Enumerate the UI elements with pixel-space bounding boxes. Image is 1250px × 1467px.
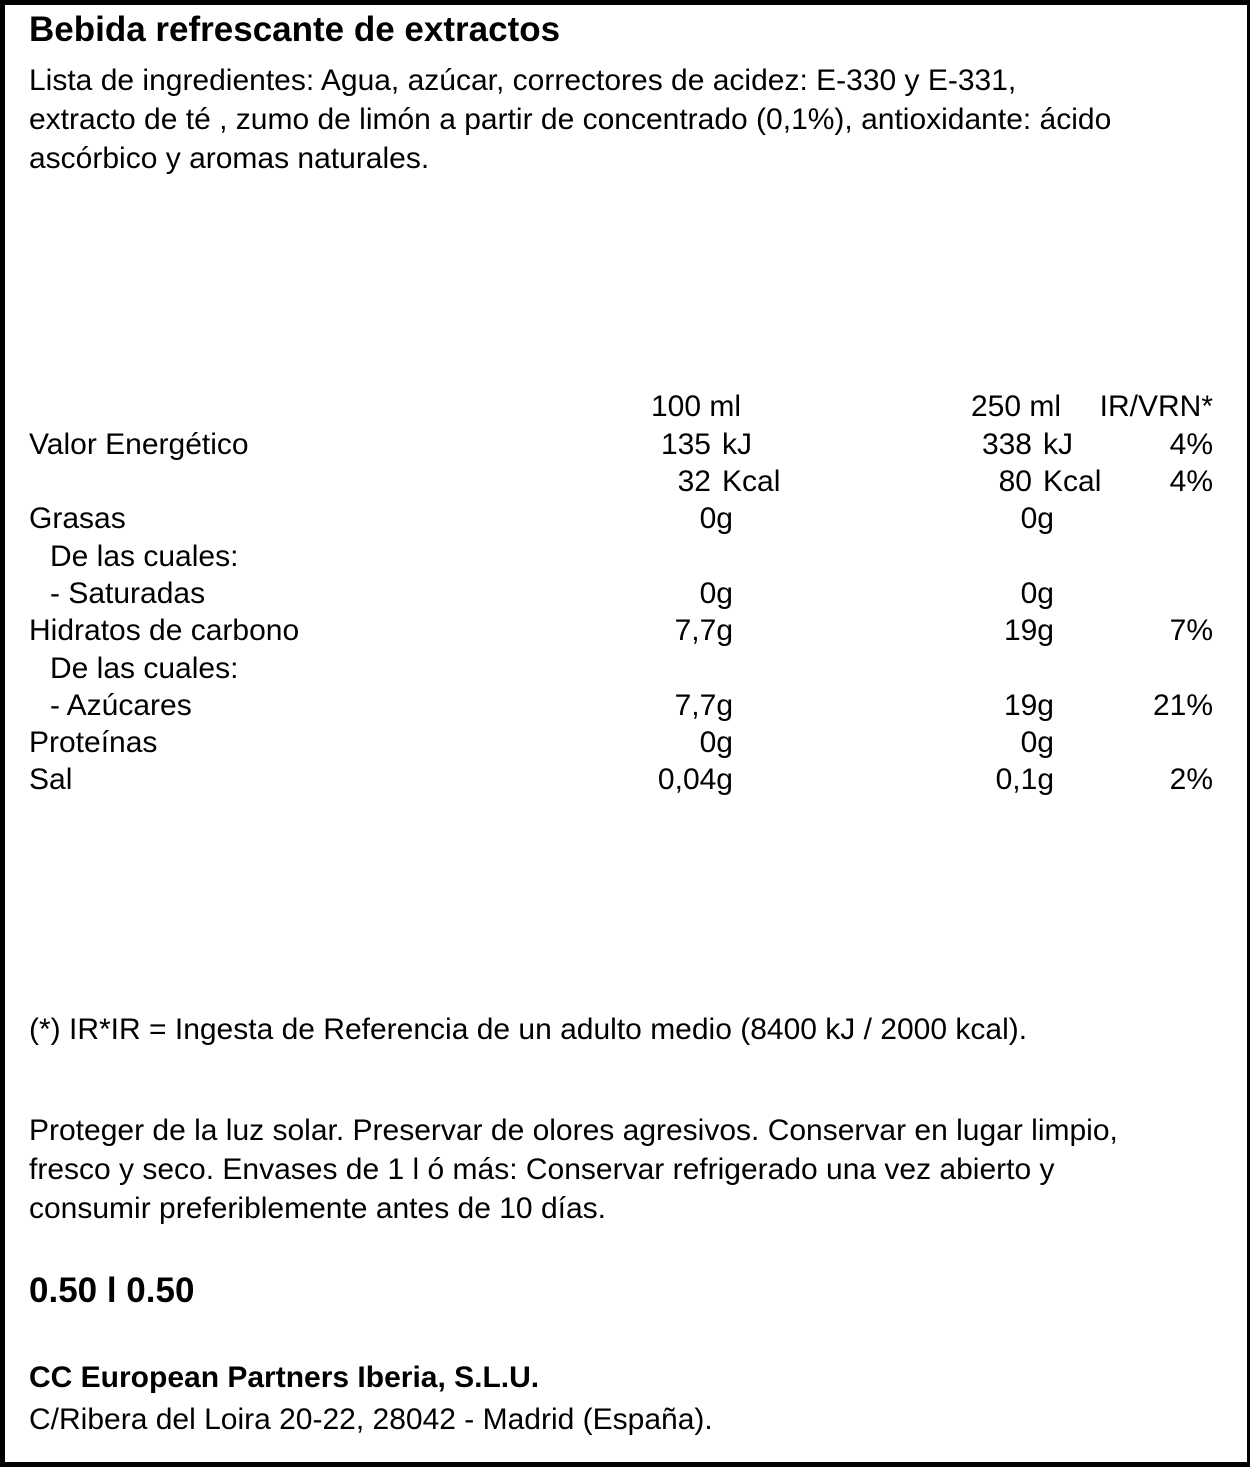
row-label-of-which: De las cuales: [50, 652, 239, 685]
ingredients-line: extracto de té , zumo de limón a partir de concentrado (0,1%), antioxidante: ácido [29, 103, 1112, 136]
row-label-carbs: Hidratos de carbono [29, 614, 300, 647]
reference-intake-footnote: (*) IR*IR = Ingesta de Referencia de un adulto medio (8400 kJ / 2000 kcal). [29, 1013, 1028, 1046]
row-label-fat: Grasas [29, 502, 126, 535]
energy-kj-ir: 4% [1169, 428, 1213, 461]
energy-kcal-250-unit: Kcal [1043, 465, 1102, 498]
energy-kcal-100: 32 [677, 465, 711, 498]
row-label-energy: Valor Energético [29, 428, 249, 461]
storage-instructions [29, 1111, 1118, 1228]
header-250ml: 250 ml [971, 390, 1062, 423]
sugars-ir: 21% [1152, 689, 1213, 722]
ingredients-list [29, 61, 1229, 178]
storage-line: fresco y seco. Envases de 1 l ó más: Conservar refrigerado una vez abierto y [29, 1153, 1055, 1186]
product-title: Bebida refrescante de extractos [29, 10, 561, 49]
energy-kj-100: 135 [660, 428, 711, 461]
salt-100: 0,04g [657, 763, 733, 796]
protein-250: 0g [1020, 726, 1054, 759]
sugars-100: 7,7g [674, 689, 733, 722]
header-ir-vrn: IR/VRN* [1099, 390, 1213, 423]
protein-100: 0g [699, 726, 733, 759]
ingredients-line: ascórbico y aromas naturales. [29, 142, 430, 175]
row-label-saturated: - Saturadas [50, 577, 206, 610]
sugars-250: 19g [1003, 689, 1054, 722]
fat-250: 0g [1020, 502, 1054, 535]
row-label-protein: Proteínas [29, 726, 158, 759]
storage-line: consumir preferiblemente antes de 10 días. [29, 1192, 606, 1225]
company-name: CC European Partners Iberia, S.L.U. [29, 1361, 540, 1394]
fat-100: 0g [699, 502, 733, 535]
salt-ir: 2% [1169, 763, 1213, 796]
salt-250: 0,1g [995, 763, 1054, 796]
energy-kcal-250: 80 [998, 465, 1032, 498]
row-label-of-which: De las cuales: [50, 540, 239, 573]
header-100ml: 100 ml [651, 390, 742, 423]
energy-kj-250: 338 [981, 428, 1032, 461]
energy-kcal-ir: 4% [1169, 465, 1213, 498]
saturated-100: 0g [699, 577, 733, 610]
carbs-250: 19g [1003, 614, 1054, 647]
energy-kj-100-unit: kJ [722, 428, 752, 461]
carbs-ir: 7% [1169, 614, 1213, 647]
row-label-sugars: - Azúcares [50, 689, 192, 722]
energy-kcal-100-unit: Kcal [722, 465, 781, 498]
ingredients-line: Lista de ingredientes: Agua, azúcar, correctores de acidez: E-330 y E-331, [29, 64, 1017, 97]
row-label-salt: Sal [29, 763, 73, 796]
storage-line: Proteger de la luz solar. Preservar de olores agresivos. Conservar en lugar limpio, [29, 1114, 1118, 1147]
volume: 0.50 l 0.50 [29, 1271, 195, 1310]
company-address: C/Ribera del Loira 20-22, 28042 - Madrid (España). [29, 1403, 713, 1436]
carbs-100: 7,7g [674, 614, 733, 647]
energy-kj-250-unit: kJ [1043, 428, 1073, 461]
saturated-250: 0g [1020, 577, 1054, 610]
